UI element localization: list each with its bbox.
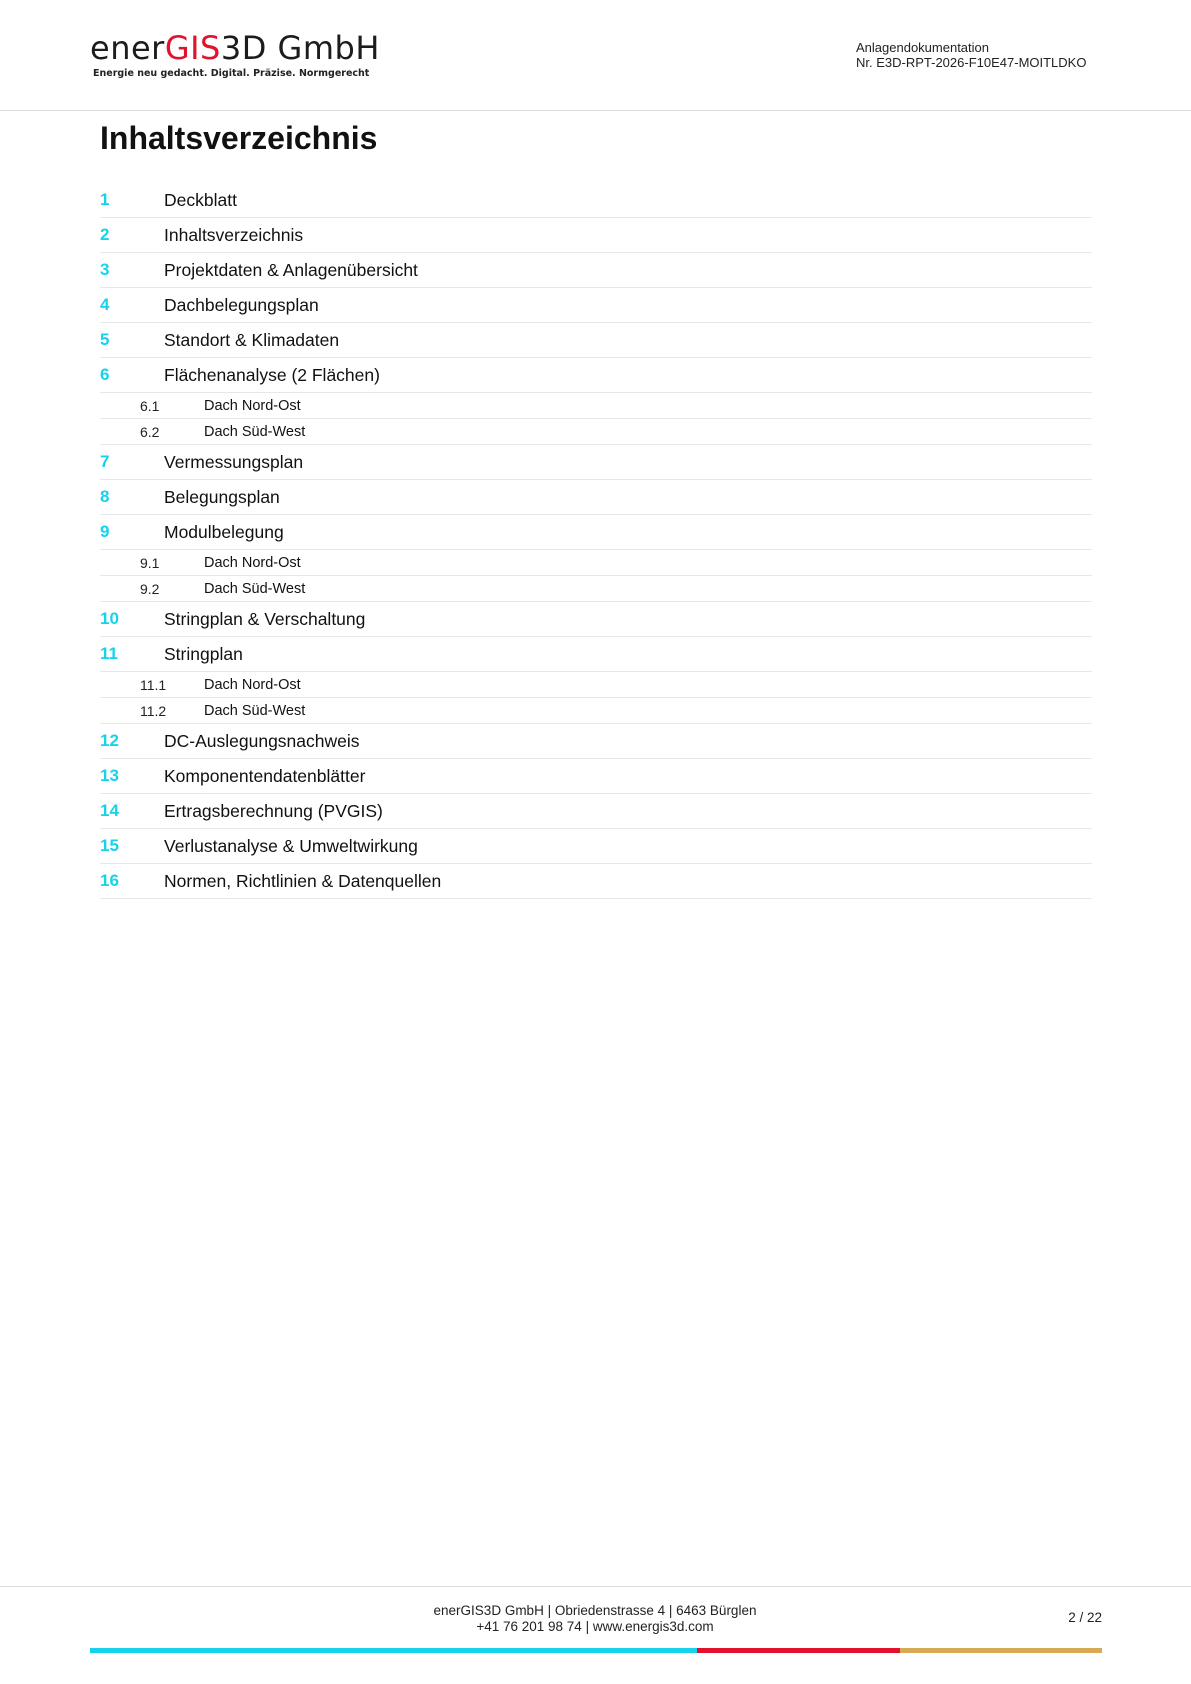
toc-entry[interactable]: [100, 829, 1092, 864]
footer-divider: [0, 1586, 1191, 1587]
toc-entry[interactable]: [100, 637, 1092, 672]
logo-wordmark: [90, 30, 380, 66]
toc-entry-number: 15: [100, 836, 119, 855]
page-number: 2 / 22: [1068, 1610, 1102, 1625]
toc-entry-label: Projektdaten & Anlagenübersicht: [164, 259, 418, 280]
logo-part-3d-gmbh: 3D GmbH: [220, 29, 380, 67]
toc-entry-number: 16: [100, 871, 119, 890]
table-of-contents: [100, 183, 1092, 899]
toc-entry-number: 11: [100, 644, 118, 663]
toc-entry-label: Dach Süd-West: [204, 702, 306, 719]
toc-entry-number: 11.2: [140, 702, 167, 719]
toc-subentry[interactable]: [100, 576, 1092, 602]
toc-subentry[interactable]: [100, 698, 1092, 724]
toc-entry-number: 12: [100, 731, 119, 750]
toc-entry-label: Dachbelegungsplan: [164, 294, 319, 315]
page-title: Inhaltsverzeichnis: [100, 120, 378, 156]
toc-subentry[interactable]: [100, 419, 1092, 445]
footer-contact: +41 76 201 98 74 | www.energis3d.com: [476, 1619, 714, 1634]
document-type: Anlagendokumentation: [856, 40, 989, 55]
toc-entry-label: Ertragsberechnung (PVGIS): [164, 800, 383, 821]
toc-entry-number: 1: [100, 190, 110, 209]
page-header: [0, 0, 1191, 111]
toc-entry-number: 2: [100, 225, 110, 244]
logo-tagline: Energie neu gedacht. Digital. Präzise. Normgerecht: [93, 68, 370, 79]
toc-entry[interactable]: [100, 183, 1092, 218]
color-bar-segment: [697, 1648, 899, 1653]
toc-entry-label: Normen, Richtlinien & Datenquellen: [164, 870, 442, 891]
toc-entry-number: 11.1: [140, 676, 167, 693]
toc-entry-label: Stringplan: [164, 643, 243, 664]
footer-color-bar: [90, 1648, 1102, 1653]
toc-entry-number: 3: [100, 260, 110, 279]
footer-company-address: enerGIS3D GmbH | Obriedenstrasse 4 | 6463 Bürglen: [433, 1603, 757, 1618]
toc-entry-number: 8: [100, 487, 110, 506]
toc-entry-label: Inhaltsverzeichnis: [164, 224, 304, 245]
toc-entry-number: 9: [100, 522, 110, 541]
toc-entry-label: Modulbelegung: [164, 521, 284, 542]
toc-subentry[interactable]: [100, 550, 1092, 576]
toc-entry-label: Dach Süd-West: [204, 423, 306, 440]
logo-part-ener: ener: [90, 29, 165, 67]
toc-entry-number: 4: [100, 295, 110, 314]
toc-entry-label: Standort & Klimadaten: [164, 329, 340, 350]
toc-entry-number: 9.2: [140, 580, 160, 597]
toc-entry-number: 6: [100, 365, 110, 384]
toc-entry[interactable]: [100, 358, 1092, 393]
toc-entry[interactable]: [100, 218, 1092, 253]
toc-entry-number: 9.1: [140, 554, 160, 571]
toc-entry-number: 6.2: [140, 423, 160, 440]
document-meta: [856, 40, 1086, 70]
toc-entry-label: Dach Nord-Ost: [204, 554, 301, 571]
toc-entry-number: 10: [100, 609, 119, 628]
toc-entry[interactable]: [100, 794, 1092, 829]
toc-entry-label: Flächenanalyse (2 Flächen): [164, 364, 380, 385]
footer-address: [350, 1603, 840, 1635]
toc-entry[interactable]: [100, 323, 1092, 358]
toc-entry-number: 5: [100, 330, 110, 349]
toc-entry[interactable]: [100, 759, 1092, 794]
toc-entry-number: 7: [100, 452, 110, 471]
color-bar-segment: [90, 1648, 697, 1653]
toc-subentry[interactable]: [100, 672, 1092, 698]
toc-entry[interactable]: [100, 445, 1092, 480]
toc-entry-label: Dach Süd-West: [204, 580, 306, 597]
toc-entry-label: Dach Nord-Ost: [204, 676, 301, 693]
toc-entry[interactable]: [100, 864, 1092, 899]
toc-entry[interactable]: [100, 288, 1092, 323]
toc-entry-label: Stringplan & Verschaltung: [164, 608, 366, 629]
toc-entry-label: Deckblatt: [164, 189, 237, 210]
company-logo: [90, 30, 380, 79]
toc-entry[interactable]: [100, 253, 1092, 288]
toc-entry-label: Komponentendatenblätter: [164, 765, 366, 786]
toc-entry-label: Verlustanalyse & Umweltwirkung: [164, 835, 418, 856]
toc-entry-label: Belegungsplan: [164, 486, 280, 507]
color-bar-segment: [900, 1648, 1102, 1653]
document-number: Nr. E3D-RPT-2026-F10E47-MOITLDKO: [856, 55, 1087, 70]
toc-entry-number: 14: [100, 801, 119, 820]
toc-entry-label: Vermessungsplan: [164, 451, 304, 472]
toc-entry[interactable]: [100, 515, 1092, 550]
toc-entry-label: Dach Nord-Ost: [204, 397, 301, 414]
toc-entry-number: 6.1: [140, 397, 160, 414]
toc-entry[interactable]: [100, 724, 1092, 759]
logo-part-gis: GIS: [164, 29, 221, 67]
toc-entry-label: DC-Auslegungsnachweis: [164, 730, 360, 751]
toc-subentry[interactable]: [100, 393, 1092, 419]
toc-entry-number: 13: [100, 766, 119, 785]
toc-entry[interactable]: [100, 480, 1092, 515]
toc-entry[interactable]: [100, 602, 1092, 637]
